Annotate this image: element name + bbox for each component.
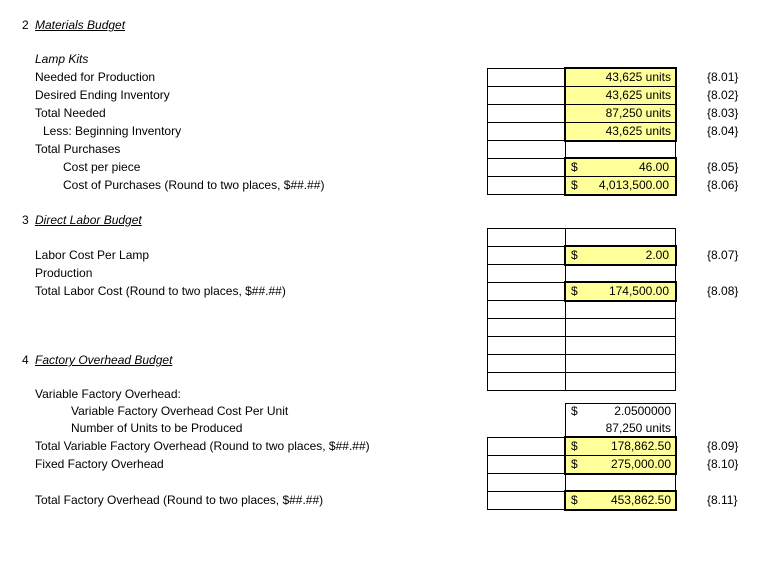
beginning-inventory-label: Less: Beginning Inventory — [43, 124, 182, 138]
spacer-cell[interactable] — [565, 336, 676, 355]
materials-blank-cell[interactable] — [487, 86, 566, 105]
fixed-overhead-ref: {8.10} — [707, 457, 739, 471]
labor-blank-cell[interactable] — [487, 228, 566, 247]
spacer-cell[interactable] — [565, 318, 676, 337]
spacer-cell[interactable] — [565, 354, 676, 373]
total-needed-label: Total Needed — [35, 106, 106, 120]
total-factory-overhead-value: 453,862.50 — [610, 493, 671, 507]
total-needed-value: 87,250 units — [605, 106, 671, 120]
spacer-cell[interactable] — [565, 300, 676, 319]
labor-cost-per-lamp-currency: $ — [571, 248, 578, 262]
variable-overhead-label: Variable Factory Overhead: — [35, 387, 181, 401]
needed-for-production-value: 43,625 units — [605, 70, 671, 84]
labor-blank-cell[interactable] — [487, 282, 566, 301]
cost-per-piece-currency: $ — [571, 160, 578, 174]
desired-ending-inventory-label: Desired Ending Inventory — [35, 88, 170, 102]
cost-of-purchases-currency: $ — [571, 178, 578, 192]
materials-section-number: 2 — [22, 18, 29, 32]
spacer-cell[interactable] — [487, 354, 566, 373]
variable-overhead-cost-currency: $ — [571, 404, 578, 418]
cost-of-purchases-label: Cost of Purchases (Round to two places, $##.##) — [63, 178, 325, 192]
materials-blank-cell[interactable] — [487, 122, 566, 141]
labor-cost-per-lamp-label: Labor Cost Per Lamp — [35, 248, 150, 262]
cost-of-purchases-value: 4,013,500.00 — [598, 178, 669, 192]
production-label: Production — [35, 266, 93, 280]
total-labor-cost-value: 174,500.00 — [608, 284, 669, 298]
materials-blank-cell[interactable] — [487, 140, 566, 159]
cost-per-piece-value: 46.00 — [638, 160, 669, 174]
spacer-cell[interactable] — [565, 372, 676, 391]
labor-cost-per-lamp-value: 2.00 — [645, 248, 669, 262]
total-variable-overhead-label: Total Variable Factory Overhead (Round to two places, $##.##) — [35, 439, 370, 453]
spacer-cell[interactable] — [487, 300, 566, 319]
materials-blank-cell[interactable] — [487, 176, 566, 195]
cost-per-piece-ref: {8.05} — [707, 160, 739, 174]
total-variable-overhead-value: 178,862.50 — [610, 439, 671, 453]
overhead-blank-cell[interactable] — [487, 491, 566, 510]
desired-ending-inventory-ref: {8.02} — [707, 88, 739, 102]
total-factory-overhead-ref: {8.11} — [707, 493, 738, 507]
needed-for-production-ref: {8.01} — [707, 70, 739, 84]
overhead-blank-cell[interactable] — [487, 455, 566, 474]
labor-blank-cell[interactable] — [487, 264, 566, 283]
overhead-section-title: Factory Overhead Budget — [35, 353, 173, 367]
cost-of-purchases-ref: {8.06} — [707, 178, 739, 192]
overhead-blank-cell[interactable] — [487, 437, 566, 456]
total-labor-cost-currency: $ — [571, 284, 578, 298]
units-to-be-produced-value: 87,250 units — [605, 421, 671, 435]
overhead-blank-cell[interactable] — [487, 473, 566, 492]
spacer-cell[interactable] — [487, 318, 566, 337]
materials-blank-cell[interactable] — [487, 158, 566, 177]
labor-section-title: Direct Labor Budget — [35, 213, 142, 227]
spacer-cell[interactable] — [565, 473, 676, 492]
total-variable-overhead-ref: {8.09} — [707, 439, 739, 453]
labor-section-number: 3 — [22, 213, 29, 227]
needed-for-production-label: Needed for Production — [35, 70, 156, 84]
materials-blank-cell[interactable] — [487, 104, 566, 123]
beginning-inventory-value: 43,625 units — [605, 124, 671, 138]
total-factory-overhead-label: Total Factory Overhead (Round to two places, $##.##) — [35, 493, 324, 507]
total-variable-overhead-currency: $ — [571, 439, 578, 453]
beginning-inventory-ref: {8.04} — [707, 124, 739, 138]
materials-section-title: Materials Budget — [35, 18, 126, 32]
total-labor-cost-ref: {8.08} — [707, 284, 739, 298]
materials-blank-cell[interactable] — [487, 68, 566, 87]
cost-per-piece-label: Cost per piece — [63, 160, 141, 174]
total-labor-cost-label: Total Labor Cost (Round to two places, $##.##) — [35, 284, 286, 298]
spacer-cell[interactable] — [487, 372, 566, 391]
total-needed-ref: {8.03} — [707, 106, 739, 120]
fixed-overhead-currency: $ — [571, 457, 578, 471]
total-purchases-cell[interactable] — [565, 140, 676, 159]
labor-blank-cell[interactable] — [487, 246, 566, 265]
labor-blank-cell[interactable] — [565, 228, 676, 247]
desired-ending-inventory-value: 43,625 units — [605, 88, 671, 102]
total-factory-overhead-currency: $ — [571, 493, 578, 507]
overhead-section-number: 4 — [22, 353, 29, 367]
variable-overhead-cost-value: 2.0500000 — [614, 404, 671, 418]
fixed-overhead-label: Fixed Factory Overhead — [35, 457, 164, 471]
fixed-overhead-value: 275,000.00 — [610, 457, 671, 471]
labor-cost-per-lamp-ref: {8.07} — [707, 248, 739, 262]
production-cell[interactable] — [565, 264, 676, 283]
units-to-be-produced-label: Number of Units to be Produced — [71, 421, 243, 435]
lamp-kits-subheading: Lamp Kits — [35, 52, 89, 66]
total-purchases-label: Total Purchases — [35, 142, 121, 156]
variable-overhead-cost-per-unit-label: Variable Factory Overhead Cost Per Unit — [71, 404, 289, 418]
spacer-cell[interactable] — [487, 336, 566, 355]
